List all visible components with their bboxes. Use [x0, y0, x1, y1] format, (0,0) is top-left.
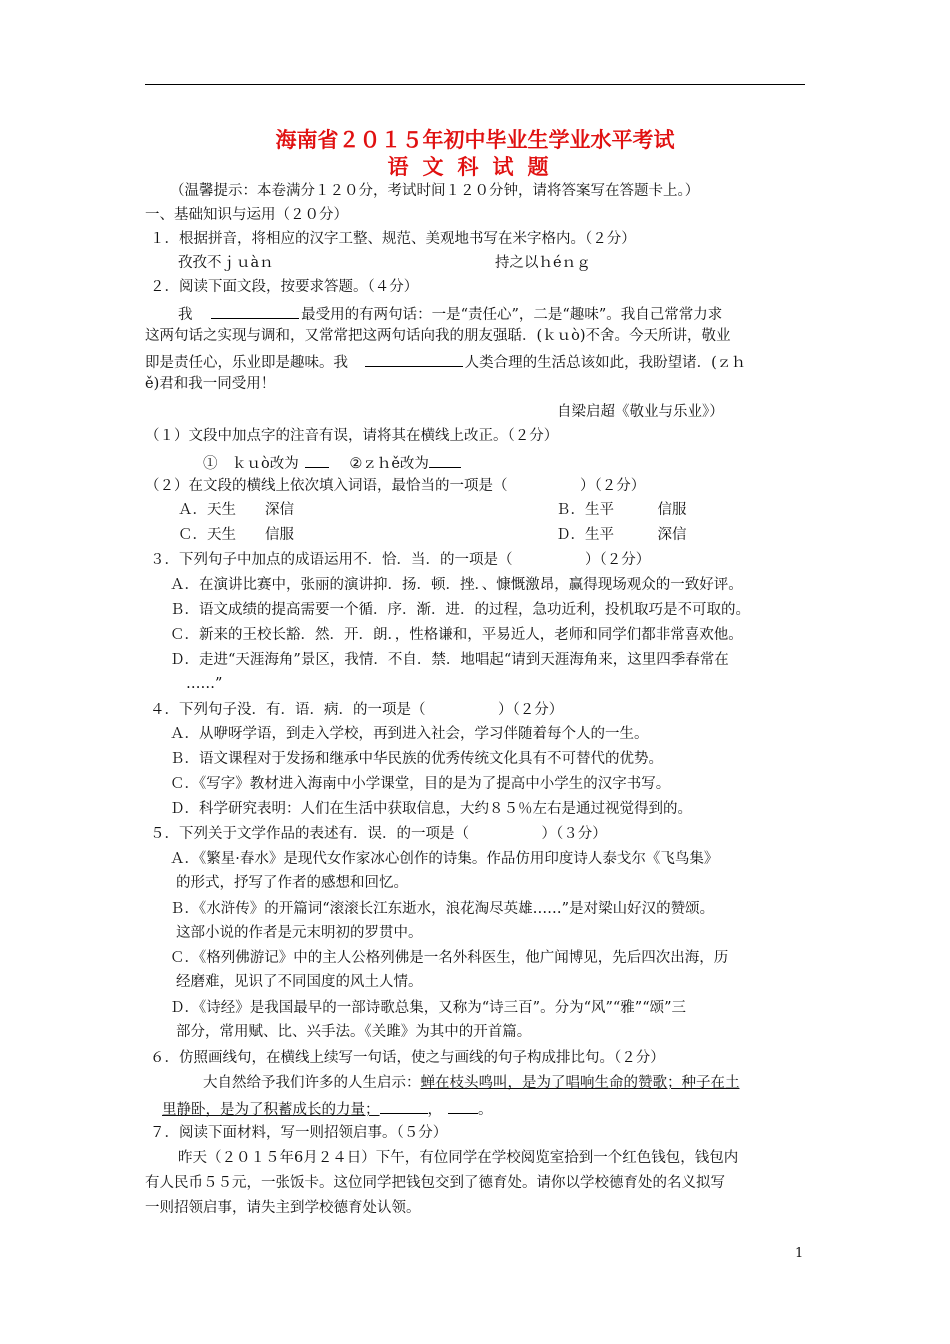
answer-blank[interactable] [211, 302, 299, 319]
header-rule [145, 84, 805, 85]
q2-para-line: 这两句话之实现与调和，又常常把这两句话向我的朋友强聒．(ｋｕò)不舍。今天所讲，敬业 [145, 328, 731, 344]
q6-underlined-sentence: 里静卧，是为了积蓄成长的力量； [162, 1102, 380, 1118]
q3-option-d-cont: ……” [186, 676, 223, 692]
q2-option-a: Ａ．天生 深信 [178, 502, 294, 518]
q4-stem: ４．下列句子没．有．语．病．的一项是（ ）（２分） [150, 702, 564, 718]
q5-option-d-cont: 部分，常用赋、比、兴手法。《关雎》为其中的开首篇。 [176, 1024, 532, 1040]
page-number: 1 [795, 1246, 804, 1261]
q5-option-c-cont: 经磨难，见识了不同国度的风土人情。 [176, 974, 423, 990]
q5-option-b-cont: 这部小说的作者是元末明初的罗贯中。 [176, 925, 423, 941]
section-heading: 一、基础知识与运用（２０分） [145, 207, 348, 223]
q2-sub1-a: ① ｋｕò改为 [203, 456, 299, 472]
q2-sub1: （１）文段中加点字的注音有误，请将其在横线上改正。（２分） [145, 428, 559, 444]
answer-blank[interactable] [305, 451, 329, 468]
q3-stem: ３．下列句子中加点的成语运用不．恰．当．的一项是（ ）（２分） [150, 552, 651, 568]
q6-text: 大自然给予我们许多的人生启示： [203, 1075, 421, 1091]
q5-option-b: Ｂ．《水浒传》的开篇词“滚滚长江东逝水，浪花淘尽英雄……”是对梁山好汉的赞颂。 [170, 901, 715, 917]
q4-option-c: Ｃ．《写字》教材进入海南中小学课堂，目的是为了提高中小学生的汉字书写。 [170, 776, 671, 792]
q4-option-d: Ｄ．科学研究表明：人们在生活中获取信息，大约８５％左右是通过视觉得到的。 [170, 801, 692, 817]
q6-text: ， [427, 1102, 442, 1118]
q1-item-b: 持之以ｈéｎｇ [495, 255, 591, 271]
answer-blank[interactable] [365, 350, 463, 367]
q2-para-line [145, 350, 746, 373]
answer-blank[interactable] [380, 1097, 428, 1114]
q5-option-c: Ｃ．《格列佛游记》中的主人公格列佛是一名外科医生，他广闻博见，先后四次出海，历 [170, 950, 729, 966]
q1-stem: １．根据拼音，将相应的汉字工整、规范、美观地书写在米字格内。（２分） [150, 231, 636, 247]
q7-para-line: 有人民币５５元，一张饭卡。这位同学把钱包交到了德育处。请你以学校德育处的名义拟写 [145, 1175, 725, 1191]
q5-option-a: Ａ．《繁星·春水》是现代女作家冰心创作的诗集。作品仿用印度诗人泰戈尔《飞鸟集》 [170, 851, 719, 867]
q2-option-c: Ｃ．天生 信服 [178, 527, 294, 543]
q2-text: 即是责任心，乐业即是趣味。我 [145, 355, 348, 371]
q6-line2 [162, 1097, 493, 1120]
q2-text: 我 [178, 307, 193, 323]
q6-line1 [203, 1073, 740, 1093]
q5-option-d: Ｄ．《诗经》是我国最早的一部诗歌总集，又称为“诗三百”。分为“风”“雅”“颂”三 [170, 1000, 687, 1016]
q5-stem: ５．下列关于文学作品的表述有．误．的一项是（ ）（３分） [150, 826, 607, 842]
q4-option-b: Ｂ．语文课程对于发扬和继承中华民族的优秀传统文化具有不可替代的优势。 [170, 751, 663, 767]
q2-text: 人类合理的生活总该如此，我盼望诸．(ｚｈ [464, 355, 746, 371]
exam-subtitle: 语文科试题 [387, 155, 563, 179]
q2-para-line [178, 302, 722, 325]
q6-text: 。 [478, 1102, 493, 1118]
answer-blank[interactable] [429, 451, 461, 468]
q5-option-a-cont: 的形式，抒写了作者的感想和回忆。 [176, 875, 408, 891]
q2-sub1-b: ②ｚｈě改为 [349, 456, 429, 472]
q4-option-a: Ａ．从咿呀学语，到走入学校，再到进入社会，学习伴随着每个人的一生。 [170, 726, 649, 742]
q2-para-line: ě)君和我一同受用！ [145, 376, 276, 392]
exam-title: 海南省２０１５年初中毕业生学业水平考试 [275, 128, 675, 152]
q2-option-b: Ｂ．生平 信服 [556, 502, 687, 518]
q6-underlined-sentence: 蝉在枝头鸣叫，是为了唱响生命的赞歌；种子在土 [420, 1075, 740, 1091]
q3-option-a: Ａ．在演讲比赛中，张丽的演讲抑．扬．顿．挫．、慷慨激昂，赢得现场观众的一致好评。 [170, 577, 743, 593]
q2-option-d: Ｄ．生平 深信 [556, 527, 687, 543]
q2-sub2: （２）在文段的横线上依次填入词语，最恰当的一项是（ ）（２分） [145, 478, 646, 494]
q2-stem: ２．阅读下面文段，按要求答题。（４分） [150, 279, 419, 295]
q3-option-c: Ｃ．新来的王校长豁．然．开．朗．，性格谦和，平易近人，老师和同学们都非常喜欢他。 [170, 627, 743, 643]
q3-option-b: Ｂ．语文成绩的提高需要一个循．序．渐．进．的过程，急功近利，投机取巧是不可取的。 [170, 602, 750, 618]
q2-source: 自梁启超《敬业与乐业》） [557, 404, 724, 420]
q7-para-line: 昨天（２０１５年6月２４日）下午，有位同学在学校阅览室拾到一个红色钱包，钱包内 [178, 1150, 739, 1166]
q7-para-line: 一则招领启事，请失主到学校德育处认领。 [145, 1200, 421, 1216]
q7-stem: ７．阅读下面材料，写一则招领启事。（５分） [150, 1125, 448, 1141]
q1-item-a: 孜孜不ｊｕàｎ [178, 255, 274, 271]
q2-sub1-answers [203, 451, 461, 474]
q6-stem: ６．仿照画线句，在横线上续写一句话，使之与画线的句子构成排比句。（２分） [150, 1050, 665, 1066]
exam-tip: （温馨提示：本卷满分１２０分，考试时间１２０分钟，请将答案写在答题卡上。） [170, 183, 700, 199]
q2-text: 最受用的有两句话：一是“责任心”，二是“趣味”。我自己常常力求 [301, 307, 723, 323]
answer-blank[interactable] [448, 1097, 478, 1114]
q3-option-d: Ｄ．走进“天涯海角”景区，我情．不自．禁．地唱起“请到天涯海角来，这里四季春常在 [170, 652, 729, 668]
